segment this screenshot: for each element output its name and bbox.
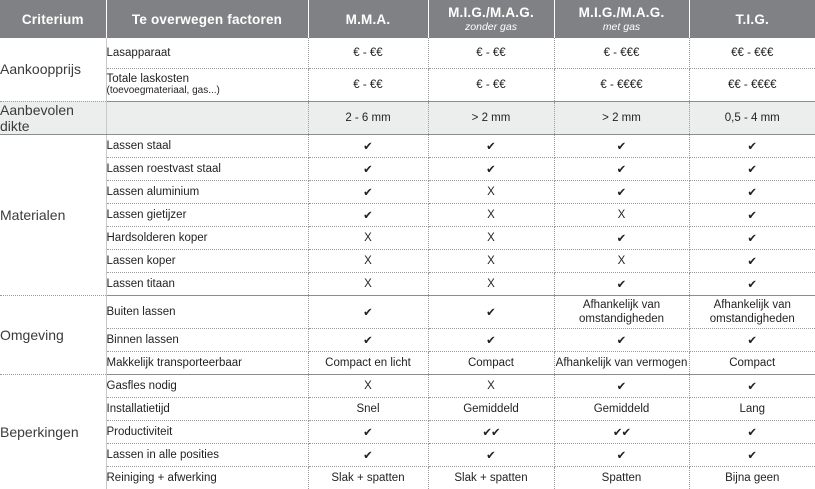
- value-cell: ✔: [689, 374, 815, 397]
- factor-label: Gasfles nodig: [106, 374, 308, 397]
- table-row: [0, 351, 815, 374]
- value-cell: ✔: [428, 443, 554, 466]
- value-cell: ✔: [689, 420, 815, 443]
- factor-label: Lassen in alle posities: [106, 443, 308, 466]
- group-label-omgeving: Omgeving: [0, 295, 106, 374]
- value-cell: 0,5 - 4 mm: [689, 101, 815, 134]
- factor-label: Lassen roestvast staal: [106, 157, 308, 180]
- value-cell: ✔: [689, 328, 815, 351]
- group-label-aanbevolen-dikte: Aanbevolen dikte: [0, 101, 106, 134]
- table-row: [0, 272, 815, 295]
- value-cell: Compact en licht: [308, 351, 428, 374]
- value-cell: ✔: [689, 180, 815, 203]
- factor-label: Buiten lassen: [106, 295, 308, 328]
- header-mma-label: M.M.A.: [345, 11, 391, 27]
- table-row: [0, 328, 815, 351]
- value-cell: ✔: [308, 420, 428, 443]
- table-row: [0, 295, 815, 328]
- value-cell: ✔: [554, 443, 689, 466]
- value-cell: Gemiddeld: [428, 397, 554, 420]
- value-cell: ✔: [554, 180, 689, 203]
- factor-label: Lassen gietijzer: [106, 203, 308, 226]
- value-cell: Spatten: [554, 466, 689, 489]
- value-cell: X: [554, 249, 689, 272]
- table-header-row: [0, 0, 815, 38]
- value-cell: € - €€: [308, 38, 428, 68]
- value-cell: Afhankelijk van vermogen: [554, 351, 689, 374]
- table-row: [0, 374, 815, 397]
- table-row: [0, 203, 815, 226]
- value-text: Afhankelijk van omstandigheden: [709, 298, 795, 325]
- factor-label: Lasapparaat: [106, 38, 308, 68]
- table-row: [0, 443, 815, 466]
- value-cell: Compact: [428, 351, 554, 374]
- factor-label: Lassen staal: [106, 134, 308, 157]
- header-mig-met-gas-label: M.I.G./M.A.G.: [578, 5, 665, 20]
- value-cell: ✔: [689, 443, 815, 466]
- header-mig-zonder-gas-label: M.I.G./M.A.G.: [448, 5, 534, 20]
- table-row: [0, 249, 815, 272]
- value-cell: X: [428, 203, 554, 226]
- value-cell: Compact: [689, 351, 815, 374]
- value-cell: ✔: [428, 295, 554, 328]
- value-cell: X: [428, 226, 554, 249]
- value-cell: Slak + spatten: [308, 466, 428, 489]
- header-criterium: [0, 0, 106, 38]
- value-cell: ✔: [308, 328, 428, 351]
- factor-label: Productiviteit: [106, 420, 308, 443]
- value-cell: € - €€€€: [554, 68, 689, 101]
- factor-label: Binnen lassen: [106, 328, 308, 351]
- value-cell: ✔: [308, 443, 428, 466]
- value-cell: X: [308, 374, 428, 397]
- factor-label: [106, 101, 308, 134]
- value-text: ✔✔: [482, 426, 500, 439]
- value-cell: [428, 420, 554, 443]
- value-cell: X: [308, 272, 428, 295]
- header-factoren-label: Te overwegen factoren: [131, 11, 283, 27]
- header-tig-label: T.I.G.: [735, 11, 769, 27]
- value-cell: Snel: [308, 397, 428, 420]
- group-label-aankoopprijs: Aankoopprijs: [0, 38, 106, 101]
- value-cell: ✔: [554, 157, 689, 180]
- group-label-materialen: Materialen: [0, 134, 106, 295]
- table-row: [0, 101, 815, 134]
- value-text: ✔✔: [612, 426, 631, 439]
- table-row: [0, 420, 815, 443]
- factor-label: Hardsolderen koper: [106, 226, 308, 249]
- value-text: Afhankelijk van omstandigheden: [578, 298, 665, 325]
- value-cell: ✔: [554, 134, 689, 157]
- factor-label: Installatietijd: [106, 397, 308, 420]
- table-row: [0, 180, 815, 203]
- header-mig-met-gas-sub: met gas: [602, 21, 641, 33]
- table-row: [0, 68, 815, 101]
- value-cell: ✔: [554, 328, 689, 351]
- header-mig-zonder-gas: [428, 0, 554, 38]
- value-cell: ✔: [308, 295, 428, 328]
- value-cell: ✔: [308, 157, 428, 180]
- factor-label: Makkelijk transporteerbaar: [106, 351, 308, 374]
- value-cell: ✔: [554, 374, 689, 397]
- factor-label: Reiniging + afwerking: [106, 466, 308, 489]
- header-mig-met-gas: [554, 0, 689, 38]
- factor-label: Lassen titaan: [106, 272, 308, 295]
- value-cell: Gemiddeld: [554, 397, 689, 420]
- value-cell: ✔: [689, 226, 815, 249]
- table-row: [0, 226, 815, 249]
- header-criterium-label: Criterium: [21, 11, 84, 27]
- value-cell: X: [428, 180, 554, 203]
- header-tig: [689, 0, 815, 38]
- value-cell: [554, 420, 689, 443]
- value-cell: Lang: [689, 397, 815, 420]
- value-cell: ✔: [428, 328, 554, 351]
- factor-label: Lassen aluminium: [106, 180, 308, 203]
- value-cell: X: [428, 272, 554, 295]
- value-cell: ✔: [689, 157, 815, 180]
- value-cell: [554, 295, 689, 328]
- value-cell: Slak + spatten: [428, 466, 554, 489]
- value-cell: € - €€: [308, 68, 428, 101]
- value-cell: X: [428, 249, 554, 272]
- value-cell: X: [554, 203, 689, 226]
- value-cell: > 2 mm: [428, 101, 554, 134]
- value-cell: ✔: [689, 272, 815, 295]
- value-cell: ✔: [689, 203, 815, 226]
- value-cell: ✔: [689, 249, 815, 272]
- value-cell: ✔: [554, 272, 689, 295]
- value-cell: ✔: [308, 134, 428, 157]
- factor-label-cell: [106, 68, 308, 101]
- value-cell: ✔: [308, 203, 428, 226]
- value-cell: € - €€: [428, 38, 554, 68]
- value-cell: € - €€€: [554, 38, 689, 68]
- value-cell: X: [428, 374, 554, 397]
- header-mig-zonder-gas-sub: zonder gas: [465, 21, 517, 33]
- value-cell: €€ - €€€: [689, 38, 815, 68]
- table-row: [0, 38, 815, 68]
- value-cell: ✔: [554, 226, 689, 249]
- value-cell: € - €€: [428, 68, 554, 101]
- factor-label: Totale laskosten: [106, 72, 189, 85]
- value-cell: ✔: [428, 157, 554, 180]
- value-cell: Bijna geen: [725, 471, 780, 484]
- value-cell: €€ - €€€€: [689, 68, 815, 101]
- value-cell: X: [308, 226, 428, 249]
- value-cell: ✔: [308, 180, 428, 203]
- value-cell: > 2 mm: [554, 101, 689, 134]
- value-cell: [689, 295, 815, 328]
- header-factoren: [106, 0, 308, 38]
- group-label-beperkingen: Beperkingen: [0, 374, 106, 489]
- table-row: [0, 397, 815, 420]
- value-cell: ✔: [689, 134, 815, 157]
- table-row: [0, 466, 815, 489]
- table-row: [0, 157, 815, 180]
- factor-label: Lassen koper: [106, 249, 308, 272]
- factor-sublabel: (toevoegmateriaal, gas...): [106, 84, 220, 96]
- table-row: [0, 134, 815, 157]
- value-cell: X: [308, 249, 428, 272]
- header-mma: [308, 0, 428, 38]
- value-cell: 2 - 6 mm: [308, 101, 428, 134]
- value-cell: ✔: [428, 134, 554, 157]
